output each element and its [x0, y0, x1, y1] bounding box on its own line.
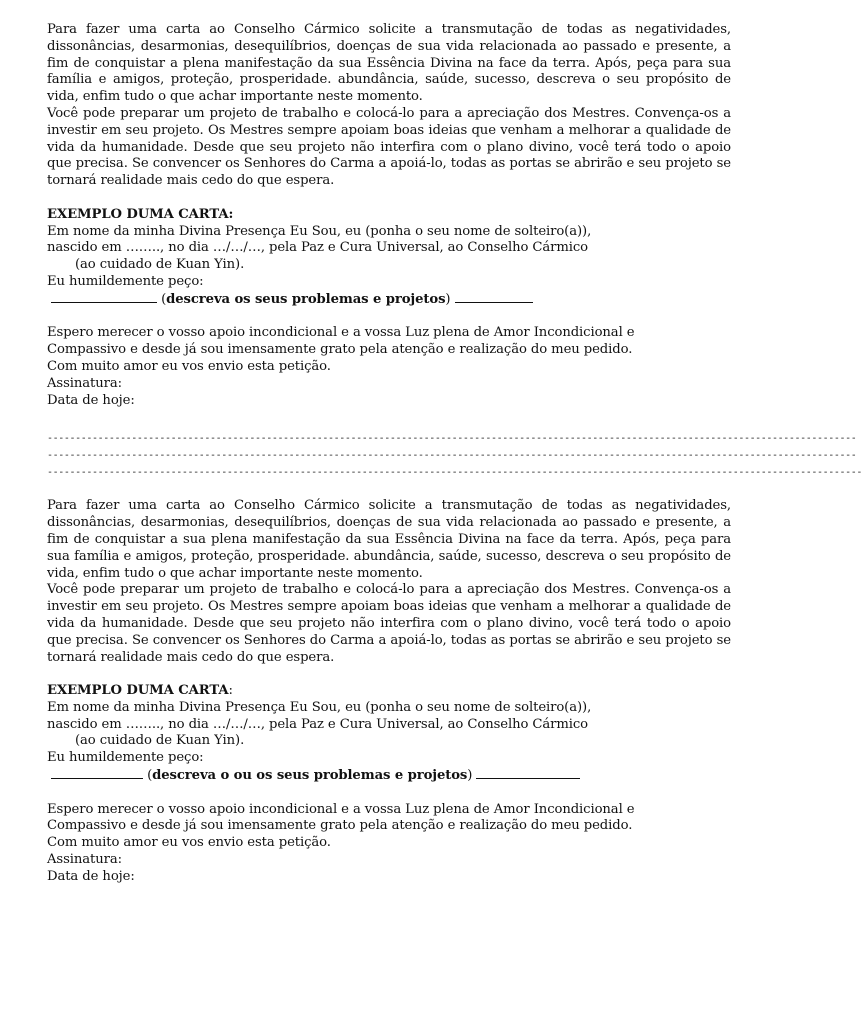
letter-line-3: (ao cuidado de Kuan Yin).: [75, 733, 245, 749]
dash-line-1: ------------------------------------------------------------------------------------------------------------------------------------------------: [47, 433, 857, 445]
intro-paragraph-2: Você pode preparar um projeto de trabalho e colocá-lo para a apreciação dos Mestres. Convença-os a investir em seu projeto. Os Mestres sempre apoiam boas ideias que venham a melhorar a qualidade de vida da humanidade. Desde que seu projeto não interfira com o plano divino, você terá todo o apoio que precisa. Se convencer os Senhores do Carma a apoiá-lo, todas as portas se abrirão e seu projeto se tornará realidade mais cedo do que espera.: [47, 105, 731, 189]
letter-line-1: Em nome da minha Divina Presença Eu Sou, eu (ponha o seu nome de solteiro(a)),: [47, 699, 592, 715]
example-heading: [47, 683, 731, 700]
request-text: descreva o ou os seus problemas e projetos: [152, 768, 468, 784]
request-line: [47, 291, 731, 309]
letter-line-2: nascido em …….., no dia …/…/…, pela Paz e Cura Universal, ao Conselho Cármico: [47, 240, 589, 256]
closing-line-2: Compassivo e desde já sou imensamente grato pela atenção e realização do meu pedido.: [47, 818, 633, 834]
request-text: descreva os seus problemas e projetos: [166, 291, 446, 307]
dash-line-2: ------------------------------------------------------------------------------------------------------------------------------------------------: [47, 450, 857, 462]
date-label: Data de hoje:: [47, 868, 135, 884]
example-heading-colon: :: [228, 683, 233, 699]
closing-line-1: Espero merecer o vosso apoio incondicional e a vossa Luz plena de Amor Incondicional e: [47, 325, 635, 341]
blank-line-left: [51, 291, 157, 303]
closing-line-2: Compassivo e desde já sou imensamente grato pela atenção e realização do meu pedido.: [47, 342, 633, 358]
dashed-separator: [47, 430, 862, 481]
intro-paragraph-1: Para fazer uma carta ao Conselho Cármico solicite a transmutação de todas as negatividades, dissonâncias, desarmonias, desequilíbrios, doenças de sua vida relacionada ao passado e presente, a fim de conquistar a sua plena manifestação da sua Essência Divina na face da terra. Após, peça para sua família e amigos, proteção, prosperidade. abundância, saúde, sucesso, descreva o seu propósito de vida, enfim tudo o que achar importante neste momento.: [47, 498, 731, 581]
closing-line-3: Com muito amor eu vos envio esta petição.: [47, 358, 331, 374]
date-label: Data de hoje:: [47, 392, 135, 408]
document-page: [47, 22, 862, 886]
intro-paragraph-2: Você pode preparar um projeto de trabalho e colocá-lo para a apreciação dos Mestres. Convença-os a investir em seu projeto. Os Mestres sempre apoiam boas ideias que venham a melhorar a qualidade de vida da humanidade. Desde que seu projeto não interfira com o plano divino, você terá todo o apoio que precisa. Se convencer os Senhores do Carma a apoiá-lo, todas as portas se abrirão e seu projeto se tornará realidade mais cedo do que espera.: [47, 582, 731, 665]
letter-instructions-section-2: [47, 498, 731, 885]
example-heading-text: EXEMPLO DUMA CARTA: [47, 683, 229, 699]
letter-line-2: nascido em …….., no dia …/…/…, pela Paz e Cura Universal, ao Conselho Cármico: [47, 716, 589, 732]
signature-label: Assinatura:: [47, 852, 122, 868]
signature-label: Assinatura:: [47, 375, 122, 391]
closing-line-3: Com muito amor eu vos envio esta petição.: [47, 835, 331, 851]
letter-line-4: Eu humildemente peço:: [47, 750, 204, 766]
closing-line-1: Espero merecer o vosso apoio incondicional e a vossa Luz plena de Amor Incondicional e: [47, 801, 635, 817]
example-heading: EXEMPLO DUMA CARTA:: [47, 206, 234, 222]
letter-line-4: Eu humildemente peço:: [47, 273, 204, 289]
request-close: ): [445, 291, 455, 307]
blank-line-left: [51, 767, 143, 779]
letter-line-3: (ao cuidado de Kuan Yin).: [75, 257, 245, 273]
intro-paragraph-1: Para fazer uma carta ao Conselho Cármico solicite a transmutação de todas as negatividades, dissonâncias, desarmonias, desequilíbrios, doenças de sua vida relacionada ao passado e presente, a fim de conquistar a plena manifestação da sua Essência Divina na face da terra. Após, peça para sua família e amigos, proteção, prosperidade. abundância, saúde, sucesso, descreva o seu propósito de vida, enfim tudo o que achar importante neste momento.: [47, 22, 731, 105]
request-open: (: [157, 291, 167, 307]
blank-line-right: [455, 291, 533, 303]
blank-line-right: [476, 767, 580, 779]
letter-instructions-section-1: [47, 22, 731, 409]
letter-line-1: Em nome da minha Divina Presença Eu Sou, eu (ponha o seu nome de solteiro(a)),: [47, 223, 592, 239]
request-line: [47, 767, 731, 785]
request-open: (: [143, 768, 153, 784]
dash-line-3: -------------------------------------------------------------------------------------------------------------------------------------------------: [47, 467, 862, 479]
request-close: ): [467, 768, 477, 784]
